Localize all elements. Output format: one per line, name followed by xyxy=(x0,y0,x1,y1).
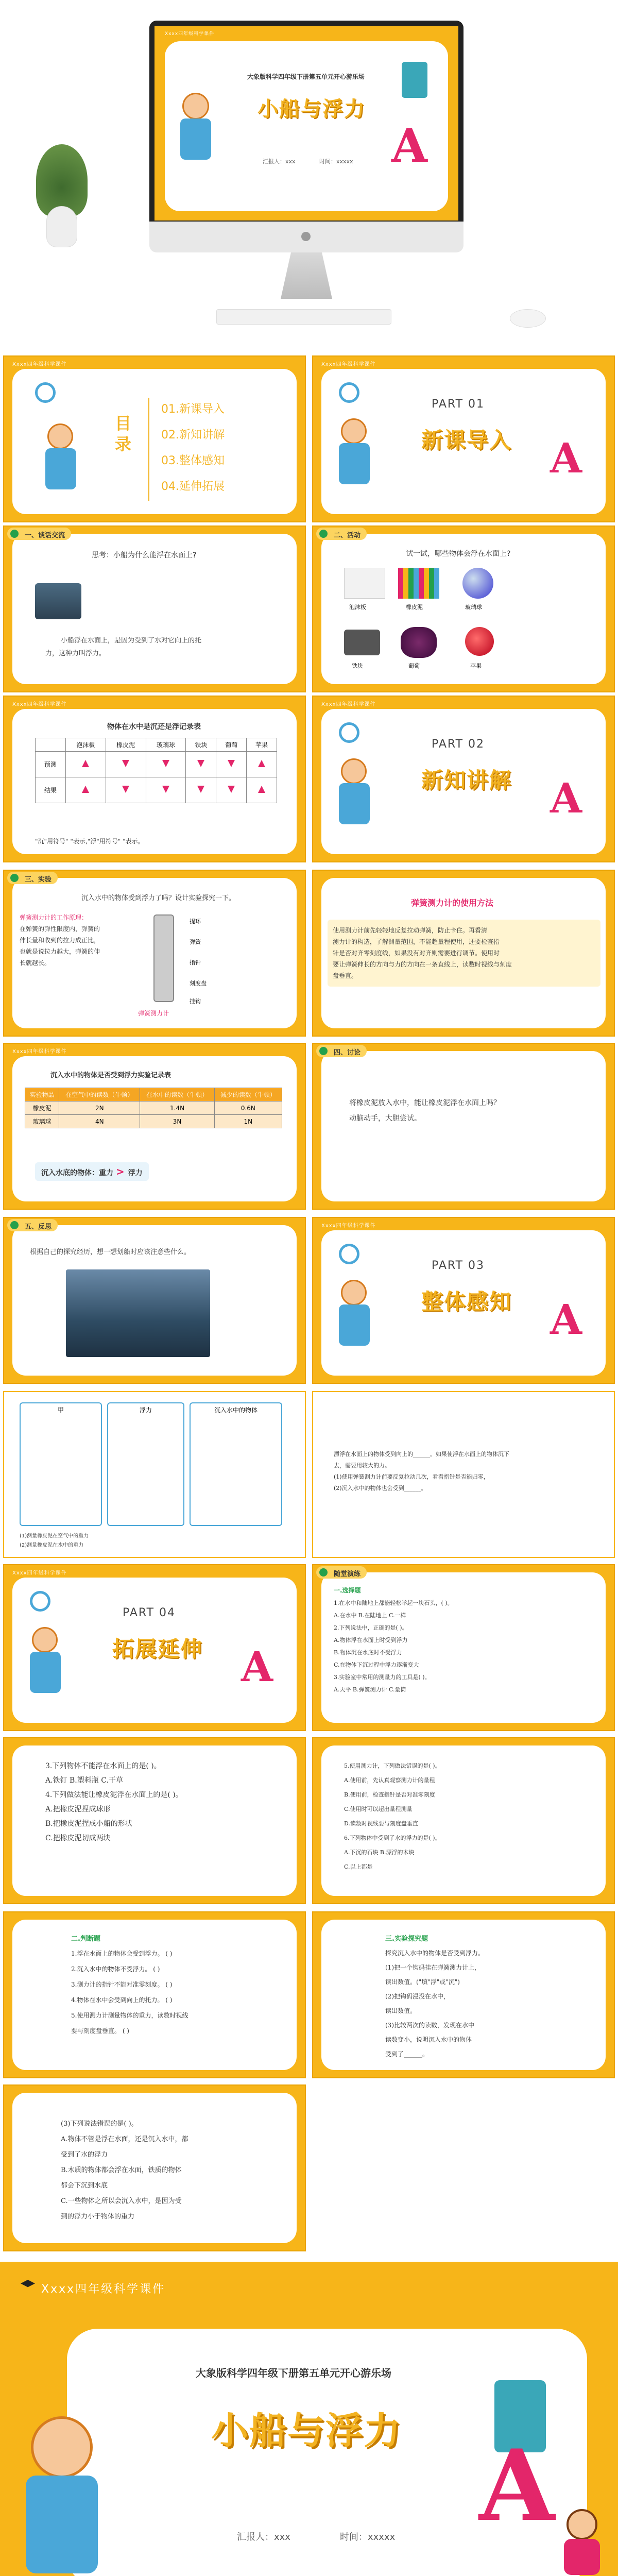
slide-brand: Xxxx四年级科学课件 xyxy=(321,702,376,707)
slide-quiz-2 xyxy=(3,1737,306,1904)
boat-image xyxy=(35,583,81,619)
part-number: PART 03 xyxy=(432,1259,485,1272)
float-arrow-icon xyxy=(82,760,89,767)
item-foam xyxy=(344,568,385,599)
hero-reporter: 汇报人：xxx xyxy=(263,158,296,165)
apple-logo-icon xyxy=(301,232,311,241)
slide-method xyxy=(312,870,615,1037)
slide-review-diagram xyxy=(3,1391,306,1558)
force-record-table xyxy=(25,1088,282,1128)
row-label: 结果 xyxy=(36,777,66,803)
review-note: (2)测量橡皮泥在水中的重力 xyxy=(20,1543,84,1548)
letter-a-decoration: A xyxy=(550,774,582,822)
sink-float-table xyxy=(35,738,277,803)
reflect-text: 根据自己的探究经历，想一想划船时应该注意些什么。 xyxy=(30,1248,191,1256)
contents-item-2[interactable]: 02.新知讲解 xyxy=(161,429,225,442)
cartoon-girl xyxy=(561,2509,603,2576)
float-arrow-icon xyxy=(258,786,265,793)
table-cell: 1N xyxy=(214,1115,282,1128)
label-grape: 葡萄 xyxy=(408,663,420,669)
sink-arrow-icon xyxy=(122,760,129,767)
magnifier-icon xyxy=(339,382,359,403)
table-header: 减少的读数（牛顿） xyxy=(214,1088,282,1101)
experiment-text: 弹簧测力计的工作原理： 在弹簧的弹性限度内，弹簧的 伸长量和收到的拉力成正比， 也就是说拉力越大，弹簧的伸 长就越长。 xyxy=(20,914,100,967)
cartoon-boy xyxy=(334,418,375,496)
panel-b xyxy=(107,1402,184,1526)
part-title: 新知讲解 xyxy=(421,768,512,793)
graduation-cap-icon xyxy=(21,2280,35,2289)
spring-scale-image xyxy=(153,914,174,1002)
part-title: 拓展延伸 xyxy=(112,1636,203,1662)
slide-brand: Xxxx四年级科学课件 xyxy=(321,362,376,367)
section-tag: 三、实验 xyxy=(7,872,58,884)
row-label: 预测 xyxy=(36,752,66,777)
cartoon-boy xyxy=(15,2416,108,2576)
part-number: PART 04 xyxy=(123,1606,176,1619)
panel-title: 沉入水中的物体 xyxy=(214,1406,258,1414)
quiz-text: 5.使用测力计，下列做法错误的是( )。 A.使用前，先认真观察测力计的量程 B.使用前，检查指针是否对准零刻度 C.使用时可以超出量程测量 D.读数时视线要与刻度盘垂直 6.下列物体中受到了水的浮力的是( )。 A.下沉的石块 B.漂浮的木块 C.以上都是 xyxy=(344,1762,441,1870)
slide-brand: Xxxx四年级科学课件 xyxy=(12,362,67,367)
mouse xyxy=(510,309,546,328)
scale-part: 指针 xyxy=(190,959,201,966)
table-cell: 3N xyxy=(140,1115,214,1128)
experiment-question: 沉入水中的物体受到浮力了吗？设计实验探究一下。 xyxy=(81,894,236,902)
letter-a-decoration: A xyxy=(241,1642,273,1691)
slide-record xyxy=(3,1043,306,1210)
think-answer-2: 力，这种力叫浮力。 xyxy=(45,650,106,657)
section-tag: 二、活动 xyxy=(316,528,367,540)
slide-part03 xyxy=(312,1217,615,1384)
slide-record-table xyxy=(3,696,306,862)
magnifier-icon xyxy=(35,382,56,403)
float-arrow-icon xyxy=(258,760,265,767)
contents-item-1[interactable]: 01.新课导入 xyxy=(161,403,225,416)
final-subtitle: 大象版科学四年级下册第五单元开心游乐场 xyxy=(196,2367,391,2379)
last-text: (3)下列说法错误的是( )。 A.物体不管是浮在水面，还是沉入水中，都 受到了水的浮力 B.木质的物体都会浮在水面，铁质的物体 都会下沉到水底 C.一些物体之所以会沉入水中，是因为受 到的浮力小于物体的重力 xyxy=(61,2120,188,2221)
item-iron xyxy=(344,630,380,655)
part-title: 整体感知 xyxy=(421,1289,512,1314)
review-text: 漂浮在水面上的物体受到向上的______。如果使浮在水面上的物体沉下 去，需要用较大的力。 (1)使用弹簧测力计前要反复拉动几次，看看指针是否能归零， (2)沉入水中的物体也会受到______。 xyxy=(334,1451,509,1492)
greater-than-sign: > xyxy=(115,1165,128,1178)
hero-time: 时间：xxxxx xyxy=(319,158,353,165)
panel-title: 浮力 xyxy=(139,1406,152,1414)
slide-brand: Xxxx四年级科学课件 xyxy=(12,1049,67,1055)
sink-arrow-icon xyxy=(162,760,169,767)
slide-brand: Xxxx四年级科学课件 xyxy=(321,1223,376,1229)
sink-arrow-icon xyxy=(228,786,235,793)
method-body: 使用测力计前先轻轻地反复拉动弹簧，防止卡住。再看清 测力计的构造，了解测量范围，不能超量程使用，还要检查指 针是否对齐零刻度线，如果没有对齐则需要进行调节。使用时 要让弹簧伸长的方向与力的方向在一条直线上，读数时视线与刻度 盘垂直。 xyxy=(328,920,600,987)
panel-title: 甲 xyxy=(57,1406,64,1414)
record-caption: 沉入水中的物体是否受到浮力实验记录表 xyxy=(50,1072,171,1079)
judge-text: 1.浮在水面上的物体会受到浮力。 ( ) 2.沉入水中的物体不受浮力。 ( ) 3.测力计的指针不能对准零刻度。 ( ) 4.物体在水中会受到向上的托力。 ( ) 5.使用测力计测量物体的重力，读数时视线 要与刻度盘垂直。 ( ) xyxy=(71,1950,188,2035)
slide-quiz-3 xyxy=(312,1737,615,1904)
slide-think xyxy=(3,526,306,692)
hero-title: 小船与浮力 xyxy=(258,97,366,121)
cartoon-boy xyxy=(334,758,375,836)
explore-text: 探究沉入水中的物体是否受到浮力。 (1)把一个钩码挂在弹簧测力计上， 读出数值。("填"浮"或"沉") (2)把钩码浸没在水中， 读出数值。 (3)比较两次的读数，发现在水中 读数变小，说明沉入水中的物体 受到了______。 xyxy=(385,1950,485,2058)
cartoon-boy xyxy=(334,1280,375,1357)
scale-part: 挂钩 xyxy=(190,998,201,1005)
table-cell: 1.4N xyxy=(140,1101,214,1115)
slide-judge xyxy=(3,1911,306,2078)
table-cell: 4N xyxy=(59,1115,140,1128)
quiz-text: 1.在水中和陆地上都能轻松举起一块石头，( )。 A.在水中 B.在陆地上 C.一样 2.下列说法中，正确的是( )。 A.物体浮在水面上时受到浮力 B.物体沉在水底时不受浮力 C.在物体下沉过程中浮力逐渐变大 3.实验室中常用的测量力的工具是( )。 A.天平 B.弹簧测力计 C.量筒 xyxy=(334,1600,453,1693)
label-clay: 橡皮泥 xyxy=(406,604,423,611)
part-number: PART 02 xyxy=(432,738,485,751)
slide-part04 xyxy=(3,1564,306,1731)
sink-arrow-icon xyxy=(197,786,204,793)
label-apple: 苹果 xyxy=(470,663,482,669)
section-tag: 四、讨论 xyxy=(316,1045,367,1057)
final-brand: Xxxx四年级科学课件 xyxy=(41,2283,166,2296)
table-header: 葡萄 xyxy=(216,738,247,752)
magnifier-icon xyxy=(30,1591,50,1612)
spring-scale-label: 弹簧测力计 xyxy=(138,1010,169,1017)
slide-part02 xyxy=(312,696,615,862)
hero-brand: Xxxx四年级科学课件 xyxy=(165,31,215,37)
section-tag: 一、谈话交流 xyxy=(7,528,71,540)
table-cell: 0.6N xyxy=(214,1101,282,1115)
sink-arrow-icon xyxy=(197,760,204,767)
plant-decoration xyxy=(26,144,98,247)
part-number: PART 01 xyxy=(432,398,485,411)
cartoon-boy xyxy=(40,423,81,501)
sink-arrow-icon xyxy=(122,786,129,793)
slide-contents xyxy=(3,355,306,522)
review-note: (1)测量橡皮泥在空气中的重力 xyxy=(20,1533,89,1539)
final-time: 时间：xxxxx xyxy=(340,2532,396,2543)
slide-brand: Xxxx四年级科学课件 xyxy=(12,702,67,707)
final-reporter: 汇报人：xxx xyxy=(237,2532,290,2543)
sink-arrow-icon xyxy=(228,760,235,767)
judge-section: 二.判断题 xyxy=(71,1935,100,1943)
label-glass: 玻璃球 xyxy=(465,604,482,611)
rowing-image xyxy=(66,1269,210,1357)
section-tag: 随堂演练 xyxy=(316,1566,367,1579)
contents-item-4[interactable]: 04.延伸拓展 xyxy=(161,480,225,493)
slide-part01 xyxy=(312,355,615,522)
conclusion: 沉入水底的物体：重力 > 浮力 xyxy=(35,1162,149,1181)
letter-a-decoration: A xyxy=(550,1295,582,1344)
table-header: 泡沫板 xyxy=(65,738,106,752)
monitor-stand xyxy=(281,252,332,299)
hero-section xyxy=(0,0,618,355)
method-title: 弹簧测力计的使用方法 xyxy=(411,898,494,908)
explore-section: 三.实验探究题 xyxy=(385,1935,428,1943)
cartoon-boy xyxy=(25,1627,66,1704)
table-header: 在水中的读数（牛顿） xyxy=(140,1088,214,1101)
quiz-section: 一.选择题 xyxy=(334,1587,361,1594)
slide-activity xyxy=(312,526,615,692)
table-cell: 橡皮泥 xyxy=(25,1101,59,1115)
table-header: 铁块 xyxy=(186,738,216,752)
magnifier-icon xyxy=(339,722,359,743)
slide-review-text xyxy=(312,1391,615,1558)
contents-heading: 目录 xyxy=(115,414,132,454)
section-tag: 五、反思 xyxy=(7,1219,58,1231)
magnifier-icon xyxy=(339,1244,359,1264)
table-header: 玻璃球 xyxy=(146,738,186,752)
slide-experiment xyxy=(3,870,306,1037)
think-answer-1: 小船浮在水面上，是因为受到了水对它向上的托 xyxy=(61,637,202,645)
part-title: 新课导入 xyxy=(421,428,512,453)
quiz-text: 3.下列物体不能浮在水面上的是( )。 A.铁钉 B.塑料瓶 C.干草 4.下列做法能让橡皮泥浮在水面上的是( )。 A.把橡皮泥捏成球形 B.把橡皮泥捏成小船的形状 C.把橡皮泥切成两块 xyxy=(45,1762,183,1842)
scale-part: 提环 xyxy=(190,918,201,925)
table-cell: 2N xyxy=(59,1101,140,1115)
discuss-text: 将橡皮泥放入水中，能让橡皮泥浮在水面上吗？ 动脑动手，大胆尝试。 xyxy=(349,1099,501,1123)
contents-item-3[interactable]: 03.整体感知 xyxy=(161,454,225,467)
table-header: 在空气中的读数（牛顿） xyxy=(59,1088,140,1101)
slide-brand: Xxxx四年级科学课件 xyxy=(12,1570,67,1576)
monitor-screen xyxy=(154,26,458,221)
label-foam: 泡沫板 xyxy=(349,604,366,611)
hero-subtitle: 大象版科学四年级下册第五单元开心游乐场 xyxy=(247,73,365,80)
letter-a-decoration: A xyxy=(479,2428,555,2543)
pencil-cup xyxy=(402,62,427,98)
float-arrow-icon xyxy=(82,786,89,793)
table-header: 苹果 xyxy=(247,738,277,752)
table-legend: "沉"用符号" "表示,"浮"用符号" "表示。 xyxy=(35,838,144,845)
table-caption: 物体在水中是沉还是浮记录表 xyxy=(107,723,201,731)
activity-question: 试一试，哪些物体会浮在水面上? xyxy=(406,550,511,558)
slide-quiz-1 xyxy=(312,1564,615,1731)
slide-last-question xyxy=(3,2084,306,2251)
slide-discuss xyxy=(312,1043,615,1210)
item-apple xyxy=(465,627,494,656)
panel-a xyxy=(20,1402,102,1526)
panel-c xyxy=(190,1402,282,1526)
cartoon-boy xyxy=(175,93,216,170)
final-cover xyxy=(0,2262,618,2576)
final-title: 小船与浮力 xyxy=(211,2409,402,2452)
table-header: 橡皮泥 xyxy=(106,738,146,752)
letter-a-decoration: A xyxy=(550,434,582,482)
sink-arrow-icon xyxy=(162,786,169,793)
table-header: 实验物品 xyxy=(25,1088,59,1101)
table-cell: 玻璃球 xyxy=(25,1115,59,1128)
item-grape xyxy=(401,627,437,658)
slide-reflect xyxy=(3,1217,306,1384)
item-glass-ball xyxy=(462,568,493,599)
scale-part: 弹簧 xyxy=(190,939,201,945)
item-clay xyxy=(398,568,439,599)
scale-part: 刻度盘 xyxy=(190,980,207,987)
label-iron: 铁块 xyxy=(352,663,363,669)
slide-explore xyxy=(312,1911,615,2078)
contents-divider xyxy=(148,398,149,501)
letter-a-decoration: A xyxy=(391,118,427,173)
think-question: 思考：小船为什么能浮在水面上? xyxy=(92,551,197,560)
keyboard xyxy=(216,309,391,325)
